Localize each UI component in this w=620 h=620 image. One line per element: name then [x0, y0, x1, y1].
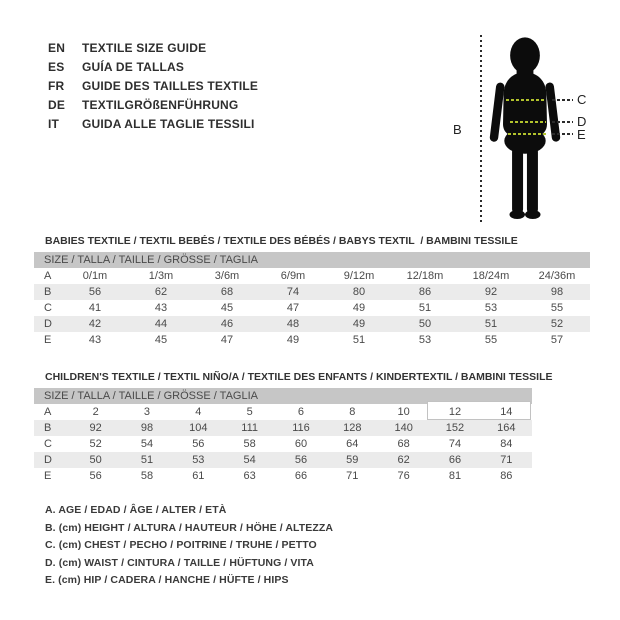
language-row	[48, 39, 258, 58]
size-cell: 47	[286, 302, 300, 314]
size-cell: 59	[346, 454, 359, 466]
size-cell: 98	[550, 286, 564, 298]
legend-line: A. AGE / EDAD / ÂGE / ALTER / ETÀ	[45, 504, 227, 516]
size-cell: 18/24m	[472, 270, 510, 282]
size-table-row	[34, 404, 532, 420]
size-cell: 92	[484, 286, 498, 298]
babies-size-table	[34, 268, 590, 348]
row-label: E	[44, 470, 52, 482]
chest-measure-line	[506, 99, 546, 101]
size-cell: 41	[88, 302, 102, 314]
size-cell: 43	[154, 302, 168, 314]
size-cell: 52	[89, 438, 102, 450]
hip-leader-line	[552, 133, 573, 135]
size-cell: 49	[286, 334, 300, 346]
size-table-row	[34, 468, 532, 484]
size-cell: 68	[397, 438, 410, 450]
size-cell: 56	[192, 438, 205, 450]
language-code: DE	[48, 98, 66, 112]
size-cell: 6	[297, 406, 305, 418]
size-cell: 76	[397, 470, 410, 482]
language-header	[48, 39, 258, 134]
size-cell: 1/3m	[148, 270, 174, 282]
size-cell: 58	[140, 470, 154, 482]
size-cell: 63	[243, 470, 256, 482]
hip-measure-line	[508, 133, 548, 135]
language-code: FR	[48, 79, 65, 93]
size-cell: 116	[292, 422, 310, 434]
size-cell: 53	[484, 302, 498, 314]
row-label: B	[44, 286, 52, 298]
size-table-row	[34, 436, 532, 452]
size-cell: 64	[346, 438, 359, 450]
size-cell: 50	[89, 454, 102, 466]
measurement-legend	[45, 502, 333, 590]
size-cell: 84	[500, 438, 513, 450]
children-textile-section	[34, 371, 553, 484]
language-title: GUIDA ALLE TAGLIE TESSILI	[82, 117, 255, 131]
size-cell: 60	[294, 438, 308, 450]
label-chest: C	[577, 92, 587, 107]
size-cell: 55	[484, 334, 498, 346]
size-cell: 74	[448, 438, 462, 450]
size-cell: 0/1m	[82, 270, 108, 282]
row-label: B	[44, 422, 52, 434]
size-cell: 57	[550, 334, 564, 346]
waist-leader-line	[552, 121, 573, 123]
size-cell: 68	[220, 286, 234, 298]
size-cell: 24/36m	[538, 270, 576, 282]
legend-line: E. (cm) HIP / CADERA / HANCHE / HÜFTE / HIPS	[45, 574, 289, 586]
label-hip: E	[577, 127, 586, 142]
size-cell: 9/12m	[343, 270, 375, 282]
size-cell: 71	[500, 454, 513, 466]
size-cell: 14	[500, 406, 513, 418]
label-waist: D	[577, 114, 587, 129]
size-cell: 45	[220, 302, 234, 314]
size-cell: 12	[448, 406, 462, 418]
child-figure	[440, 10, 620, 230]
size-cell: 51	[352, 334, 366, 346]
row-label: D	[44, 318, 52, 330]
size-cell: 53	[418, 334, 432, 346]
size-cell: 12/18m	[406, 270, 444, 282]
language-title: GUÍA DE TALLAS	[82, 60, 185, 74]
children-size-table	[34, 404, 532, 484]
language-row	[48, 58, 258, 77]
size-cell: 62	[154, 286, 168, 298]
size-table-row	[34, 332, 590, 348]
size-cell: 46	[220, 318, 234, 330]
size-table-row	[34, 420, 532, 436]
size-cell: 104	[189, 422, 208, 434]
language-code: ES	[48, 60, 65, 74]
language-row	[48, 77, 258, 96]
size-cell: 2	[92, 406, 99, 418]
size-cell: 56	[294, 454, 308, 466]
size-cell: 3	[143, 406, 151, 418]
language-row	[48, 96, 258, 115]
size-cell: 92	[89, 422, 102, 434]
size-cell: 45	[154, 334, 168, 346]
language-row	[48, 115, 258, 134]
chest-leader-line	[552, 99, 573, 101]
waist-measure-line	[510, 121, 546, 123]
size-cell: 54	[243, 454, 256, 466]
size-cell: 43	[88, 334, 102, 346]
size-cell: 8	[349, 406, 356, 418]
size-cell: 49	[352, 302, 366, 314]
size-cell: 51	[484, 318, 498, 330]
children-size-header-band: SIZE / TALLA / TAILLE / GRÖSSE / TAGLIA	[34, 388, 532, 404]
size-table-row	[34, 452, 532, 468]
row-label: A	[44, 270, 52, 282]
row-label: A	[44, 406, 52, 418]
size-table-row	[34, 316, 590, 332]
size-cell: 62	[397, 454, 410, 466]
size-cell: 4	[195, 406, 202, 418]
language-code: EN	[48, 41, 66, 55]
size-cell: 42	[88, 318, 102, 330]
size-cell: 66	[294, 470, 308, 482]
size-cell: 3/6m	[214, 270, 240, 282]
size-cell: 5	[246, 406, 253, 418]
size-cell: 6/9m	[280, 270, 306, 282]
size-cell: 71	[346, 470, 359, 482]
size-cell: 98	[140, 422, 154, 434]
language-code: IT	[48, 117, 60, 131]
size-cell: 152	[445, 422, 465, 434]
legend-line: C. (cm) CHEST / PECHO / POITRINE / TRUHE / PETTO	[45, 539, 317, 551]
babies-section-title: BABIES TEXTILE / TEXTIL BEBÉS / TEXTILE DES BÉBÉS / BABYS TEXTIL / BAMBINI TESSILE	[45, 235, 518, 247]
size-cell: 51	[418, 302, 432, 314]
size-cell: 61	[192, 470, 205, 482]
size-cell: 49	[352, 318, 366, 330]
size-cell: 128	[343, 422, 362, 434]
size-cell: 164	[497, 422, 516, 434]
size-cell: 80	[352, 286, 366, 298]
legend-line: B. (cm) HEIGHT / ALTURA / HAUTEUR / HÖHE / ALTEZZA	[45, 521, 334, 534]
size-cell: 44	[154, 318, 168, 330]
babies-size-header-band: SIZE / TALLA / TAILLE / GRÖSSE / TAGLIA	[34, 252, 590, 268]
size-cell: 48	[286, 318, 300, 330]
size-cell: 86	[500, 470, 513, 482]
size-cell: 86	[418, 286, 432, 298]
row-label: E	[44, 334, 52, 346]
size-table-row	[34, 300, 590, 316]
size-cell: 53	[192, 454, 205, 466]
child-silhouette	[486, 27, 564, 221]
row-label: C	[44, 438, 52, 450]
row-label: C	[44, 302, 52, 314]
size-cell: 10	[397, 406, 410, 418]
language-title: TEXTILGRÖßENFÜHRUNG	[82, 98, 239, 112]
size-cell: 47	[220, 334, 234, 346]
size-cell: 51	[140, 454, 154, 466]
language-title: GUIDE DES TAILLES TEXTILE	[82, 79, 259, 93]
size-table-row	[34, 268, 590, 284]
size-cell: 140	[394, 422, 413, 434]
height-measure-line	[480, 35, 482, 223]
legend-line: D. (cm) WAIST / CINTURA / TAILLE / HÜFTUNG / VITA	[45, 556, 314, 569]
row-label: D	[44, 454, 52, 466]
label-height: B	[453, 122, 462, 137]
size-cell: 52	[550, 318, 564, 330]
children-section-title: CHILDREN'S TEXTILE / TEXTIL NIÑO/A / TEXTILE DES ENFANTS / KINDERTEXTIL / BAMBINI TESSILE	[45, 371, 553, 383]
size-cell: 66	[448, 454, 462, 466]
size-cell: 81	[448, 470, 462, 482]
size-cell: 54	[140, 438, 154, 450]
size-cell: 50	[418, 318, 432, 330]
size-cell: 111	[241, 422, 259, 434]
babies-textile-section	[34, 235, 590, 348]
size-cell: 58	[243, 438, 256, 450]
language-title: TEXTILE SIZE GUIDE	[82, 41, 207, 55]
size-table-row	[34, 284, 590, 300]
size-cell: 56	[88, 286, 102, 298]
size-cell: 56	[89, 470, 102, 482]
size-cell: 55	[550, 302, 564, 314]
size-cell: 74	[286, 286, 300, 298]
